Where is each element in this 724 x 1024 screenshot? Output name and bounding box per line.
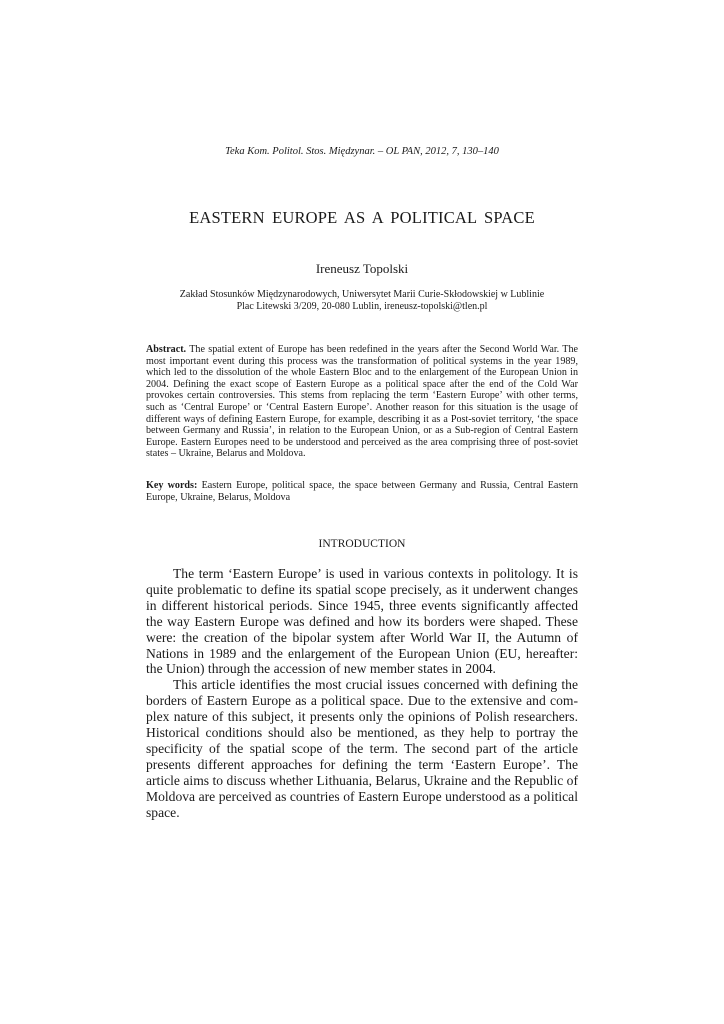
keywords-text: Eastern Europe, political space, the space between Germany and Russia, Central Eastern Europe, Ukraine, Belarus, Moldova [146,480,578,503]
section-heading: INTRODUCTION [318,538,406,550]
journal-header: Teka Kom. Politol. Stos. Międzynar. – OL PAN, 2012, 7, 130–140 [225,146,499,157]
abstract-label: Abstract. [146,344,187,355]
article-title: EASTERN EUROPE AS A POLITICAL SPACE [189,208,535,227]
abstract-text: The spatial extent of Europe has been redefined in the years after the Second World War. The most important event during this process was the transformation of political systems in the year 1989, which led to the dissolution of the whole Eastern Bloc and to the enlargement of the European Union in 2004. Defining the exact scope of Eastern Europe as a political space after the end of the Cold War provokes certain controversies. This stems from replacing the term ‘Eastern Europe’ with other terms, such as ‘Central Europe’ or ‘Central Eastern Europe’. Another reason for this situation is the usage of different ways of defining Eastern Europe, for example, describing it as a Post-soviet territory, ‘the space between Germany and Russia’, in relation to the European Union, or as a Sub-region of Central Eastern Europe. Eastern Europes need to be understood and perceived as the area comprising three of post-soviet states – Ukraine, Belarus and Moldova. [146,344,578,460]
affiliation-institution: Zakład Stosunków Międzynarodowych, Uniwersytet Marii Curie-Skłodowskiej w Lublinie [179,289,545,300]
abstract [146,344,578,460]
keywords [146,480,578,503]
keywords-label: Key words: [146,480,198,491]
body-paragraph: This article identifies the most crucial issues concerned with defining the borders of Eastern Europe as a political space. Due to the extensive and complex nature of this subject, it presents only the opinions of Polish researchers. Historical conditions should also be mentioned, as they help to portray the specificity of the spatial scope of the term. The second part of the article presents different approaches for defining the term ‘Eastern Europe’. The article aims to discuss whether Lithuania, Belarus, Ukraine and the Republic of Moldova are perceived as countries of Eastern Europe understood as a political space. [146,677,578,820]
author-affiliation [0,289,724,313]
body-paragraph: The term ‘Eastern Europe’ is used in various contexts in politology. It is quite problematic to define its spatial scope precisely, as it underwent changes in different historical periods. Since 1945, three events significantly affected the way Eastern Europe was defined and how its borders were shaped. These were: the creation of the bipolar system after World War II, the Autumn of Nations in 1989 and the enlargement of the European Union (EU, hereafter: the Union) through the accession of new member states in 2004. [146,566,578,677]
section-body [146,566,578,821]
author-name: Ireneusz Topolski [315,261,409,276]
affiliation-address: Plac Litewski 3/209, 20-080 Lublin, ireneusz-topolski@tlen.pl [236,301,488,312]
